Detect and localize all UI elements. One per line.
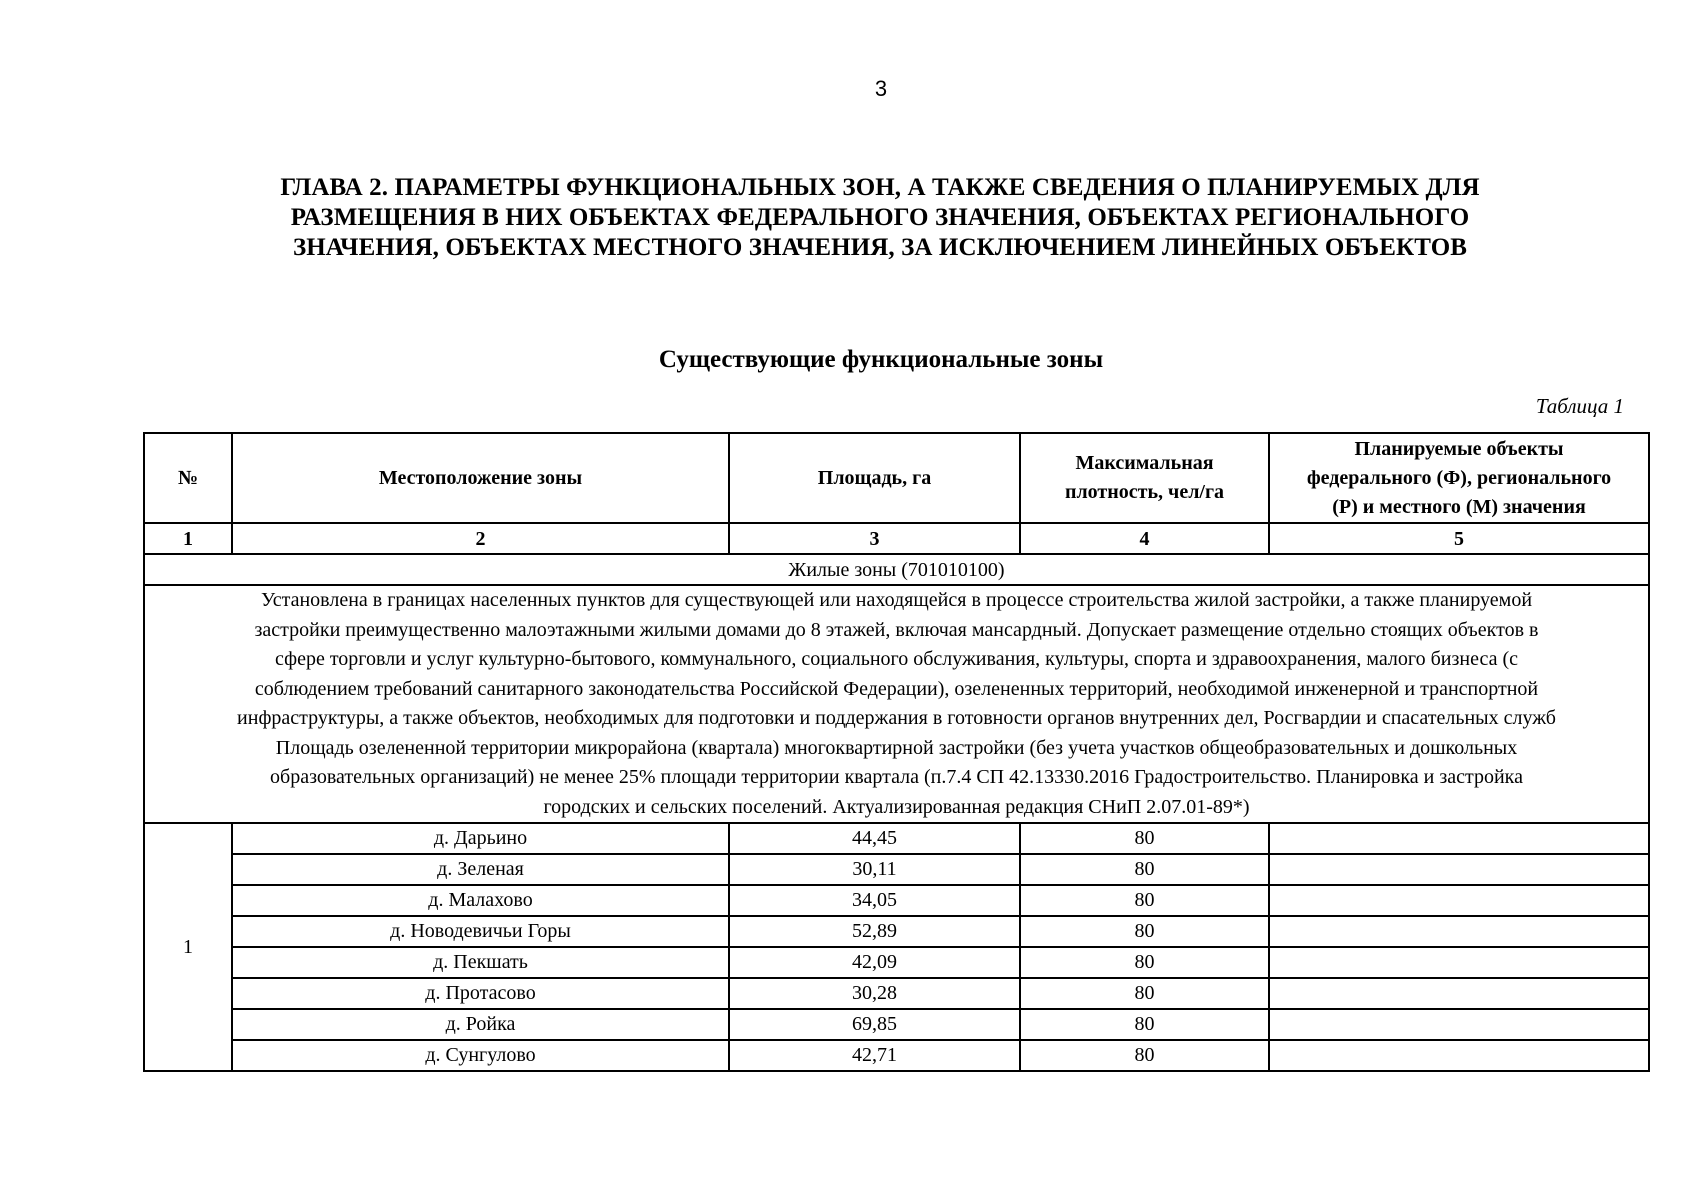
column-number: 4: [1020, 523, 1269, 554]
table-row: [144, 885, 1649, 916]
cell-objects: [1269, 854, 1649, 885]
description-line: инфраструктуры, а также объектов, необходимых для подготовки и поддержания в готовности органов внутренних дел, Росгвардии и спасательных служб: [237, 707, 1556, 729]
column-number: 1: [144, 523, 232, 554]
cell-density: 80: [1020, 854, 1269, 885]
cell-area: 30,28: [729, 978, 1020, 1009]
cell-objects: [1269, 916, 1649, 947]
zone-description: [144, 585, 1649, 823]
cell-area: 30,11: [729, 854, 1020, 885]
chapter-title-line: ГЛАВА 2. ПАРАМЕТРЫ ФУНКЦИОНАЛЬНЫХ ЗОН, А ТАКЖЕ СВЕДЕНИЯ О ПЛАНИРУЕМЫХ ДЛЯ: [280, 174, 1480, 201]
cell-density: 80: [1020, 885, 1269, 916]
description-line: Площадь озелененной территории микрорайона (квартала) многоквартирной застройки (без учета участков общеобразовательных и дошкольных: [275, 736, 1518, 759]
zone-title: Жилые зоны (701010100): [144, 554, 1649, 585]
header-location: Местоположение зоны: [232, 433, 729, 523]
group-number: 1: [144, 823, 232, 1071]
description-line: сфере торговли и услуг культурно-бытового, коммунального, социального обслуживания, культуры, спорта и здравоохранения, малого бизнеса (с: [275, 648, 1518, 670]
cell-objects: [1269, 885, 1649, 916]
header-planned-objects: [1269, 433, 1649, 523]
cell-location: д. Протасово: [232, 978, 729, 1009]
table-row: [144, 916, 1649, 947]
cell-density: 80: [1020, 1009, 1269, 1040]
cell-objects: [1269, 978, 1649, 1009]
cell-density: 80: [1020, 916, 1269, 947]
section-title: Существующие функциональные зоны: [658, 346, 1104, 373]
description-line: Установлена в границах населенных пунктов для существующей или находящейся в процессе строительства жилой застройки, а также планируемой: [260, 589, 1533, 611]
column-number: 3: [729, 523, 1020, 554]
description-line: застройки преимущественно малоэтажными жилыми домами до 8 этажей, включая мансардный. Допускает размещение отдельно стоящих объектов в: [254, 618, 1539, 641]
cell-location: д. Зеленая: [232, 854, 729, 885]
table-caption: Таблица 1: [1535, 394, 1624, 418]
table-row: [144, 947, 1649, 978]
table-row: [144, 978, 1649, 1009]
header-area: Площадь, га: [729, 433, 1020, 523]
cell-objects: [1269, 1040, 1649, 1071]
cell-area: 34,05: [729, 885, 1020, 916]
cell-objects: [1269, 947, 1649, 978]
chapter-title-line: РАЗМЕЩЕНИЯ В НИХ ОБЪЕКТАХ ФЕДЕРАЛЬНОГО ЗНАЧЕНИЯ, ОБЪЕКТАХ РЕГИОНАЛЬНОГО: [290, 204, 1470, 231]
cell-objects: [1269, 1009, 1649, 1040]
cell-area: 44,45: [729, 823, 1020, 854]
header-objects-line: федерального (Ф), регионального: [1306, 466, 1612, 489]
chapter-title-line: ЗНАЧЕНИЯ, ОБЪЕКТАХ МЕСТНОГО ЗНАЧЕНИЯ, ЗА ИСКЛЮЧЕНИЕМ ЛИНЕЙНЫХ ОБЪЕКТОВ: [292, 234, 1468, 261]
cell-location: д. Новодевичьи Горы: [232, 916, 729, 947]
cell-density: 80: [1020, 823, 1269, 854]
cell-location: д. Ройка: [232, 1009, 729, 1040]
header-density-line: плотность, чел/га: [1064, 481, 1225, 503]
cell-location: д. Малахово: [232, 885, 729, 916]
cell-location: д. Пекшать: [232, 947, 729, 978]
chapter-title: [150, 173, 1610, 263]
header-density: [1020, 433, 1269, 523]
column-number: 5: [1269, 523, 1649, 554]
header-num: №: [144, 433, 232, 523]
header-objects-line: (Р) и местного (М) значения: [1332, 495, 1586, 518]
table-row: [144, 823, 1649, 854]
cell-density: 80: [1020, 978, 1269, 1009]
header-density-line: Максимальная: [1075, 452, 1214, 474]
cell-objects: [1269, 823, 1649, 854]
cell-area: 69,85: [729, 1009, 1020, 1040]
cell-area: 42,71: [729, 1040, 1020, 1071]
table-row: [144, 1009, 1649, 1040]
table-row: [144, 1040, 1649, 1071]
column-number-row: [144, 523, 1649, 554]
description-line: городских и сельских поселений. Актуализированная редакция СНиП 2.07.01-89*): [543, 795, 1250, 818]
table-row: [144, 854, 1649, 885]
cell-density: 80: [1020, 947, 1269, 978]
table-header-row: [144, 433, 1649, 523]
page-number: 3: [874, 76, 888, 101]
description-line: соблюдением требований санитарного законодательства Российской Федерации), озелененных территорий, необходимой инженерной и транспортной: [254, 677, 1539, 700]
zone-title-row: [144, 554, 1649, 585]
cell-location: д. Дарьино: [232, 823, 729, 854]
header-objects-line: Планируемые объекты: [1354, 437, 1564, 460]
functional-zones-table: [143, 432, 1650, 1072]
cell-density: 80: [1020, 1040, 1269, 1071]
description-line: образовательных организаций) не менее 25% площади территории квартала (п.7.4 СП 42.13330.2016 Градостроительство. Планировка и застройка: [270, 766, 1523, 788]
zone-description-row: [144, 585, 1649, 823]
cell-area: 42,09: [729, 947, 1020, 978]
cell-area: 52,89: [729, 916, 1020, 947]
column-number: 2: [232, 523, 729, 554]
cell-location: д. Сунгулово: [232, 1040, 729, 1071]
